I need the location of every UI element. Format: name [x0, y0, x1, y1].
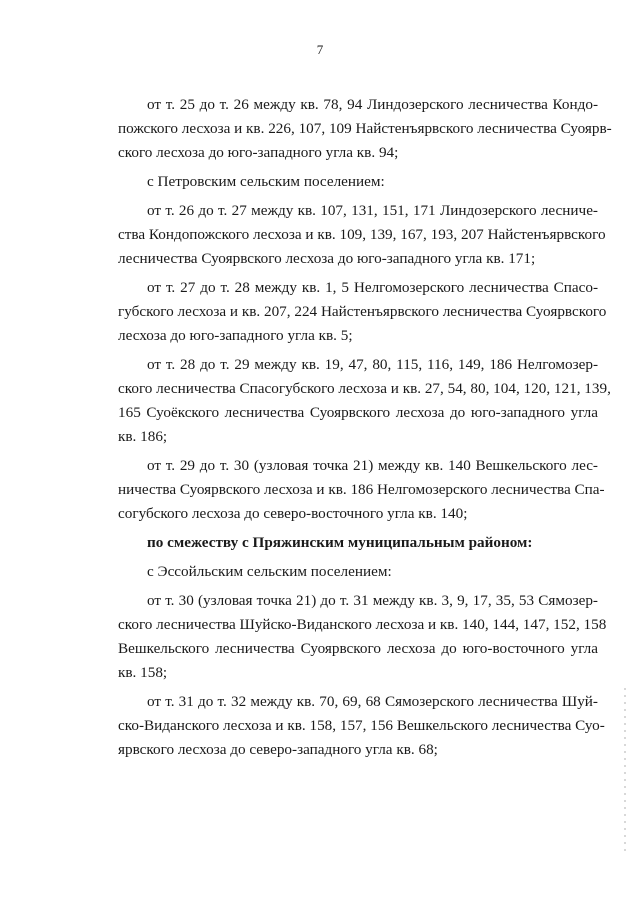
text-line: ства Кондопожского лесхоза и кв. 109, 139, 167, 193, 207 Найстенъярвского [118, 226, 606, 243]
text-line: кв. 158; [118, 664, 168, 681]
text-line: кв. 186; [118, 428, 168, 445]
text-line: от т. 25 до т. 26 между кв. 78, 94 Линдозерского лесничества Кондо- [147, 96, 598, 113]
text-line: ско-Виданского лесхоза и кв. 158, 157, 156 Вешкельского лесничества Суо- [118, 717, 605, 734]
text-line: ского лесхоза до юго-западного угла кв. 94; [118, 144, 399, 161]
text-line: губского лесхоза и кв. 207, 224 Найстенъярвского лесничества Суоярвского [118, 303, 607, 320]
text-line: с Эссойльским сельским поселением: [147, 563, 392, 580]
text-line: от т. 31 до т. 32 между кв. 70, 69, 68 Сямозерского лесничества Шуй- [147, 693, 598, 710]
text-line: пожского лесхоза и кв. 226, 107, 109 Найстенъярвского лесничества Суоярв- [118, 120, 612, 137]
text-line: лесхоза до юго-западного угла кв. 5; [118, 327, 353, 344]
page-number: 7 [316, 42, 324, 57]
text-line: лесничества Суоярвского лесхоза до юго-западного угла кв. 171; [118, 250, 536, 267]
text-line: ского лесничества Спасогубского лесхоза и кв. 27, 54, 80, 104, 120, 121, 139, [118, 380, 611, 397]
text-line: от т. 30 (узловая точка 21) до т. 31 между кв. 3, 9, 17, 35, 53 Сямозер- [147, 592, 598, 609]
scan-edge-marks [624, 688, 626, 853]
text-line: от т. 26 до т. 27 между кв. 107, 131, 151, 171 Линдозерского лесниче- [147, 202, 598, 219]
text-line: ского лесничества Шуйско-Виданского лесхоза и кв. 140, 144, 147, 152, 158 [118, 616, 607, 633]
text-line: 165 Суоёкского лесничества Суоярвского лесхоза до юго-западного угла [118, 404, 598, 421]
text-line: согубского лесхоза до северо-восточного угла кв. 140; [118, 505, 468, 522]
text-line: от т. 27 до т. 28 между кв. 1, 5 Нелгомозерского лесничества Спасо- [147, 279, 598, 296]
text-line: от т. 28 до т. 29 между кв. 19, 47, 80, 115, 116, 149, 186 Нелгомозер- [147, 356, 598, 373]
text-line: с Петровским сельским поселением: [147, 173, 385, 190]
text-line: ярвского лесхоза до северо-западного угла кв. 68; [118, 741, 438, 758]
section-heading: по смежеству с Пряжинским муниципальным районом: [147, 534, 533, 551]
text-line: ничества Суоярвского лесхоза и кв. 186 Нелгомозерского лесничества Спа- [118, 481, 605, 498]
text-line: от т. 29 до т. 30 (узловая точка 21) между кв. 140 Вешкельского лес- [147, 457, 598, 474]
text-line: Вешкельского лесничества Суоярвского лесхоза до юго-восточного угла [118, 640, 598, 657]
